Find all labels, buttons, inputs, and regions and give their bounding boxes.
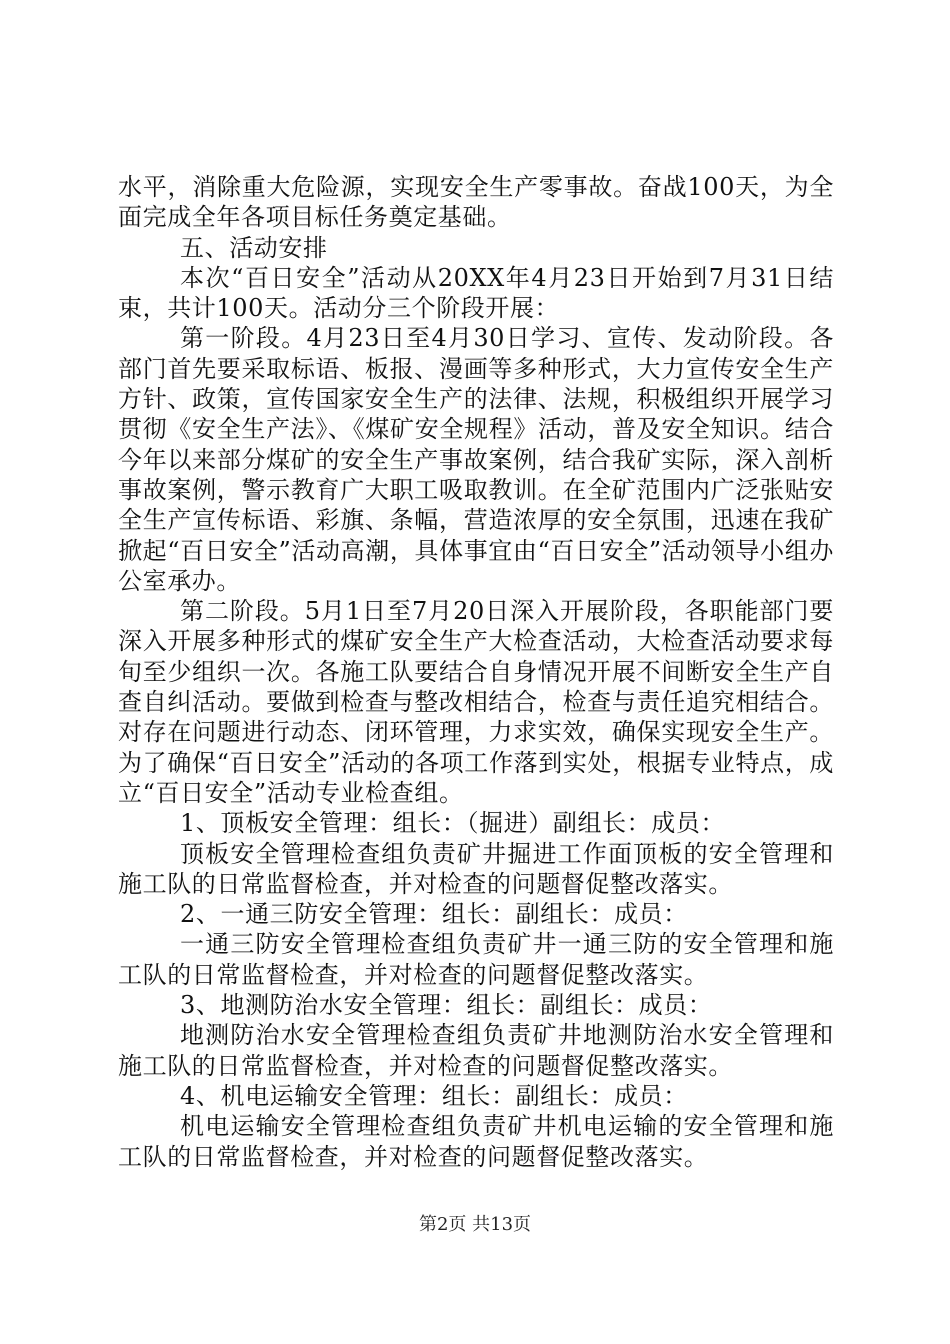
document-body (118, 172, 834, 1172)
paragraph: 第一阶段。4月23日至4月30日学习、宣传、发动阶段。各部门首先要采取标语、板报、漫画等多种形式，大力宣传安全生产方针、政策，宣传国家安全生产的法律、法规，积极组织开展学习贯彻《安全生产法》、《煤矿安全规程》活动，普及安全知识。结合今年以来部分煤矿的安全生产事故案例，结合我矿实际，深入剖析事故案例，警示教育广大职工吸取教训。在全矿范围内广泛张贴安全生产宣传标语、彩旗、条幅，营造浓厚的安全氛围，迅速在我矿掀起“百日安全”活动高潮，具体事宜由“百日安全”活动领导小组办公室承办。 (118, 324, 834, 595)
paragraph: 一通三防安全管理检查组负责矿井一通三防的安全管理和施工队的日常监督检查，并对检查的问题督促整改落实。 (118, 930, 834, 989)
paragraph: 第二阶段。5月1日至7月20日深入开展阶段，各职能部门要深入开展多种形式的煤矿安全生产大检查活动，大检查活动要求每旬至少组织一次。各施工队要结合自身情况开展不间断安全生产自查自纠活动。要做到检查与整改相结合，检查与责任追究相结合。对存在问题进行动态、闭环管理，力求实效，确保实现安全生产。为了确保“百日安全”活动的各项工作落到实处，根据专业特点，成立“百日安全”活动专业检查组。 (118, 597, 834, 807)
list-item-heading: 1、顶板安全管理：组长：（掘进）副组长：成员： (180, 809, 726, 838)
page-number-footer: 第2页 共13页 (418, 1214, 532, 1235)
section-heading: 五、活动安排 (180, 233, 328, 262)
paragraph: 地测防治水安全管理检查组负责矿井地测防治水安全管理和施工队的日常监督检查，并对检查的问题督促整改落实。 (118, 1021, 834, 1080)
paragraph: 机电运输安全管理检查组负责矿井机电运输的安全管理和施工队的日常监督检查，并对检查的问题督促整改落实。 (118, 1112, 834, 1171)
paragraph: 水平，消除重大危险源，实现安全生产零事故。奋战100天，为全面完成全年各项目标任务奠定基础。 (118, 173, 834, 232)
paragraph: 本次“百日安全”活动从20XX年4月23日开始到7月31日结束，共计100天。活动分三个阶段开展： (118, 263, 834, 323)
list-item-heading: 3、地测防治水安全管理：组长：副组长：成员： (180, 991, 713, 1020)
list-item-heading: 4、机电运输安全管理：组长：副组长：成员： (180, 1081, 688, 1110)
list-item-heading: 2、一通三防安全管理：组长：副组长：成员： (180, 900, 688, 929)
paragraph: 顶板安全管理检查组负责矿井掘进工作面顶板的安全管理和施工队的日常监督检查，并对检查的问题督促整改落实。 (118, 839, 834, 898)
